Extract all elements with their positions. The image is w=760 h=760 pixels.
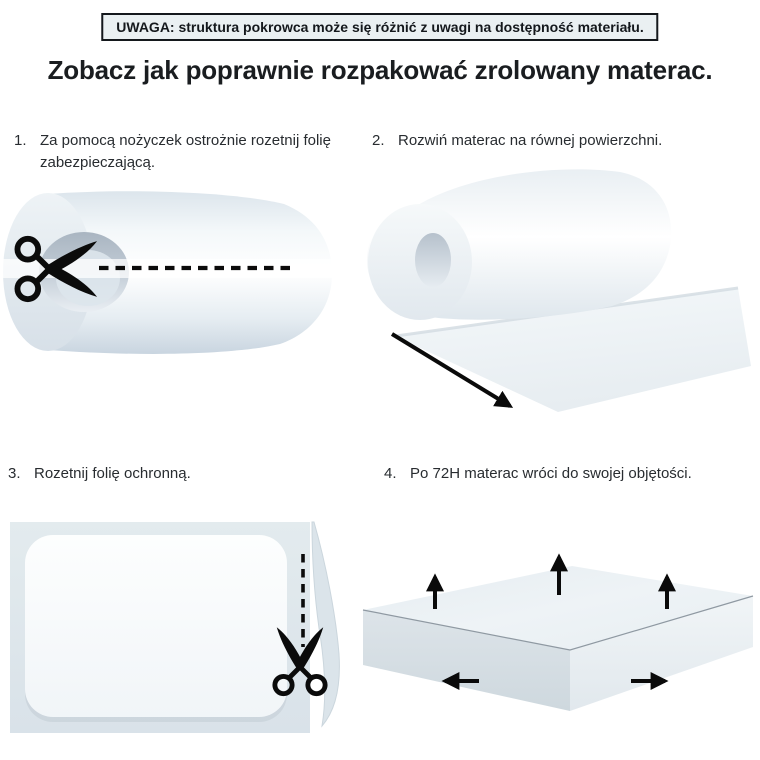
roll-core-hole <box>415 233 451 287</box>
mattress <box>25 535 287 717</box>
step-1-number: 1. <box>14 132 27 149</box>
step-1 <box>14 130 346 174</box>
step-4 <box>384 463 756 485</box>
step-2-text: Rozwiń materac na równej powierzchni. <box>398 132 663 149</box>
step-3-text: Rozetnij folię ochronną. <box>34 465 191 482</box>
illustration-step-1 <box>0 188 340 398</box>
step-4-number: 4. <box>384 465 397 482</box>
illustration-step-4 <box>355 543 760 758</box>
step-2 <box>372 130 754 152</box>
illustration-step-2 <box>358 158 758 426</box>
step-2-number: 2. <box>372 132 385 149</box>
step-1-text: Za pomocą nożyczek ostrożnie rozetnij folię zabezpieczającą. <box>40 132 331 171</box>
step-3-number: 3. <box>8 465 21 482</box>
mattress-roll <box>367 169 671 320</box>
notice-banner-text: UWAGA: struktura pokrowca może się różnić z uwagi na dostępność materiału. <box>116 19 644 35</box>
step-4-text: Po 72H materac wróci do swojej objętości. <box>410 465 692 482</box>
notice-banner <box>101 13 658 41</box>
illustration-step-3 <box>8 516 358 738</box>
page-title: Zobacz jak poprawnie rozpakować zrolowany materac. <box>47 55 713 85</box>
step-3 <box>8 463 338 485</box>
